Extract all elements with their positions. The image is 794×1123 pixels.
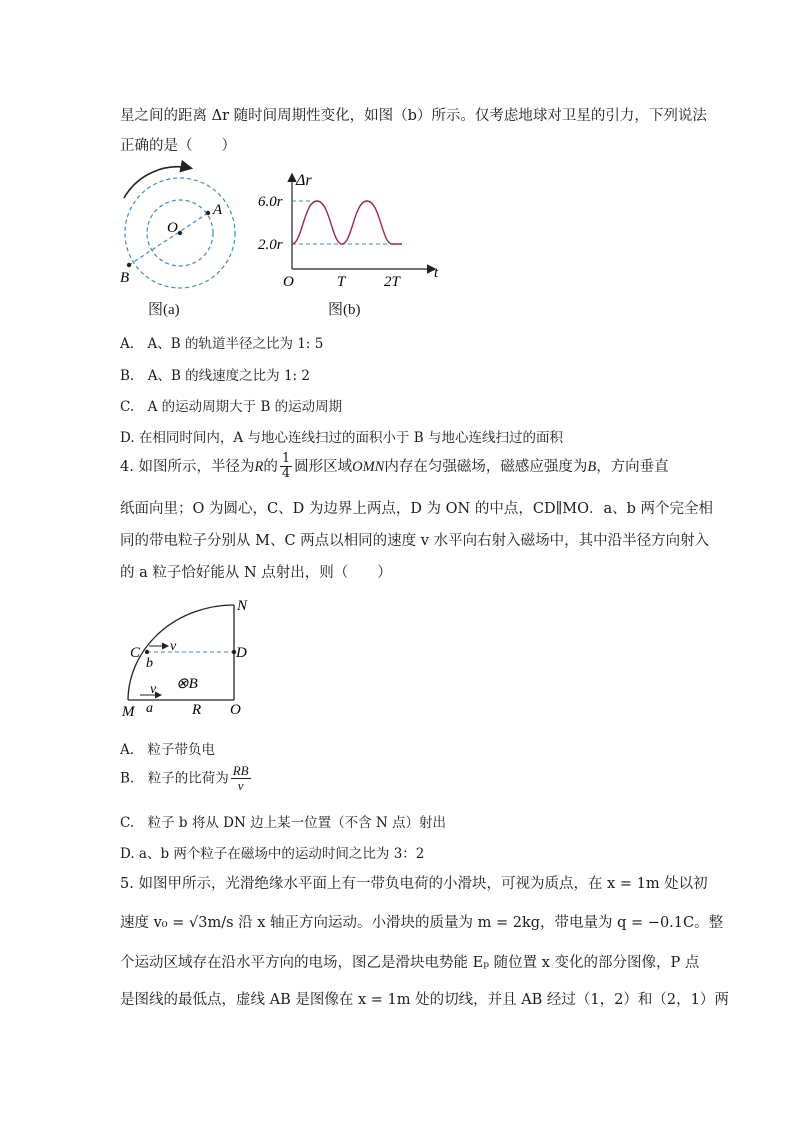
q3-option-b[interactable]: B. A、B 的线速度之比为 1: 2: [120, 368, 310, 384]
q5-text-line3: 个运动区域存在沿水平方向的电场，图乙是滑块电势能 Eₚ 随位置 x 变化的部分图像，P 点: [120, 955, 700, 971]
charge-ratio-fraction: $\frac{RB}{v}$: [232, 763, 249, 794]
fig-b-caption: 图(b): [328, 302, 361, 318]
magnetic-field-figure: [118, 594, 268, 724]
q3-text-line1: 星之间的距离 Δr 随时间周期性变化，如图（b）所示。仅考虑地球对卫星的引力，下列说法: [120, 108, 707, 124]
q5-text-line2: 速度 v₀ = √3m/s 沿 x 轴正方向运动。小滑块的质量为 m = 2kg，带电量为 q = −0.1C。整: [120, 915, 724, 931]
q4-option-c[interactable]: C. 粒子 b 将从 DN 边上某一位置（不含 N 点）射出: [120, 815, 446, 831]
label-A: A: [213, 202, 223, 218]
q4-option-a[interactable]: A. 粒子带负电: [120, 742, 216, 758]
x-2T-label: 2T: [384, 274, 400, 290]
q4-text-line2: 纸面向里；O 为圆心，C、D 为边界上两点，D 为 ON 的中点，CD∥MO．a、b 两个完全相: [120, 501, 714, 517]
label-R: R: [192, 702, 202, 718]
orbit-figure-a: [112, 160, 252, 290]
satellite-A-dot: [206, 211, 210, 215]
q5-text-line1: 5. 如图甲所示，光滑绝缘水平面上有一带负电荷的小滑块，可视为质点，在 x = 1m 处以初: [120, 876, 708, 892]
q3-option-a[interactable]: A. A、B 的轨道半径之比为 1: 5: [120, 336, 324, 352]
distance-graph-b: [250, 165, 450, 295]
origin-label: O: [283, 274, 294, 290]
label-O: O: [167, 220, 178, 236]
xlabel: t: [434, 265, 439, 281]
y-low-label: 2.0r: [258, 237, 283, 253]
fig-a-caption: 图(a): [148, 302, 180, 318]
q5-text-line4: 是图线的最低点，虚线 AB 是图像在 x = 1m 处的切线，并且 AB 经过（1，2）和（2，1）两: [120, 992, 729, 1008]
point-C: [145, 650, 149, 654]
q3-option-d[interactable]: D. 在相同时间内，A 与地心连线扫过的面积小于 B 与地心连线扫过的面积: [120, 430, 563, 446]
label-B: B: [120, 270, 130, 286]
q4-option-d[interactable]: D. a、b 两个粒子在磁场中的运动时间之比为 3：2: [120, 846, 425, 862]
q4-option-b[interactable]: B. 粒子的比荷为 $\frac{RB}{v}$: [120, 763, 249, 794]
x-T-label: T: [337, 274, 346, 290]
q3-option-c[interactable]: C. A 的运动周期大于 B 的运动周期: [120, 399, 343, 415]
satellite-B-dot: [127, 263, 131, 267]
rotation-arrow: [124, 167, 190, 198]
q3-text-line2: 正确的是（ ）: [120, 138, 236, 154]
y-high-label: 6.0r: [258, 194, 283, 210]
label-M: M: [122, 704, 135, 720]
earth-center-dot: [178, 231, 182, 235]
q4-text-line1: 4. 如图所示，半径为R的 $\frac{1}{4}$ 圆形区域OMN内存在匀强磁场，磁感应强度为B，方向垂直: [120, 451, 669, 482]
label-N: N: [237, 598, 248, 614]
label-D: D: [236, 645, 247, 661]
distance-curve: [292, 201, 402, 244]
label-a: a: [146, 701, 153, 716]
label-v2: v: [150, 682, 157, 697]
ylabel: Δr: [296, 172, 312, 189]
field-B-symbol: ⊗B: [176, 676, 198, 692]
label-b: b: [146, 656, 153, 671]
label-O: O: [230, 702, 241, 718]
q4-text-line4: 的 a 粒子恰好能从 N 点射出，则（ ）: [120, 565, 392, 581]
q4-text-line3: 同的带电粒子分别从 M、C 两点以相同的速度 v 水平向右射入磁场中，其中沿半径方向射入: [120, 533, 710, 549]
label-v1: v: [170, 639, 177, 654]
quarter-fraction: $\frac{1}{4}$: [281, 451, 291, 482]
label-C: C: [130, 645, 141, 661]
